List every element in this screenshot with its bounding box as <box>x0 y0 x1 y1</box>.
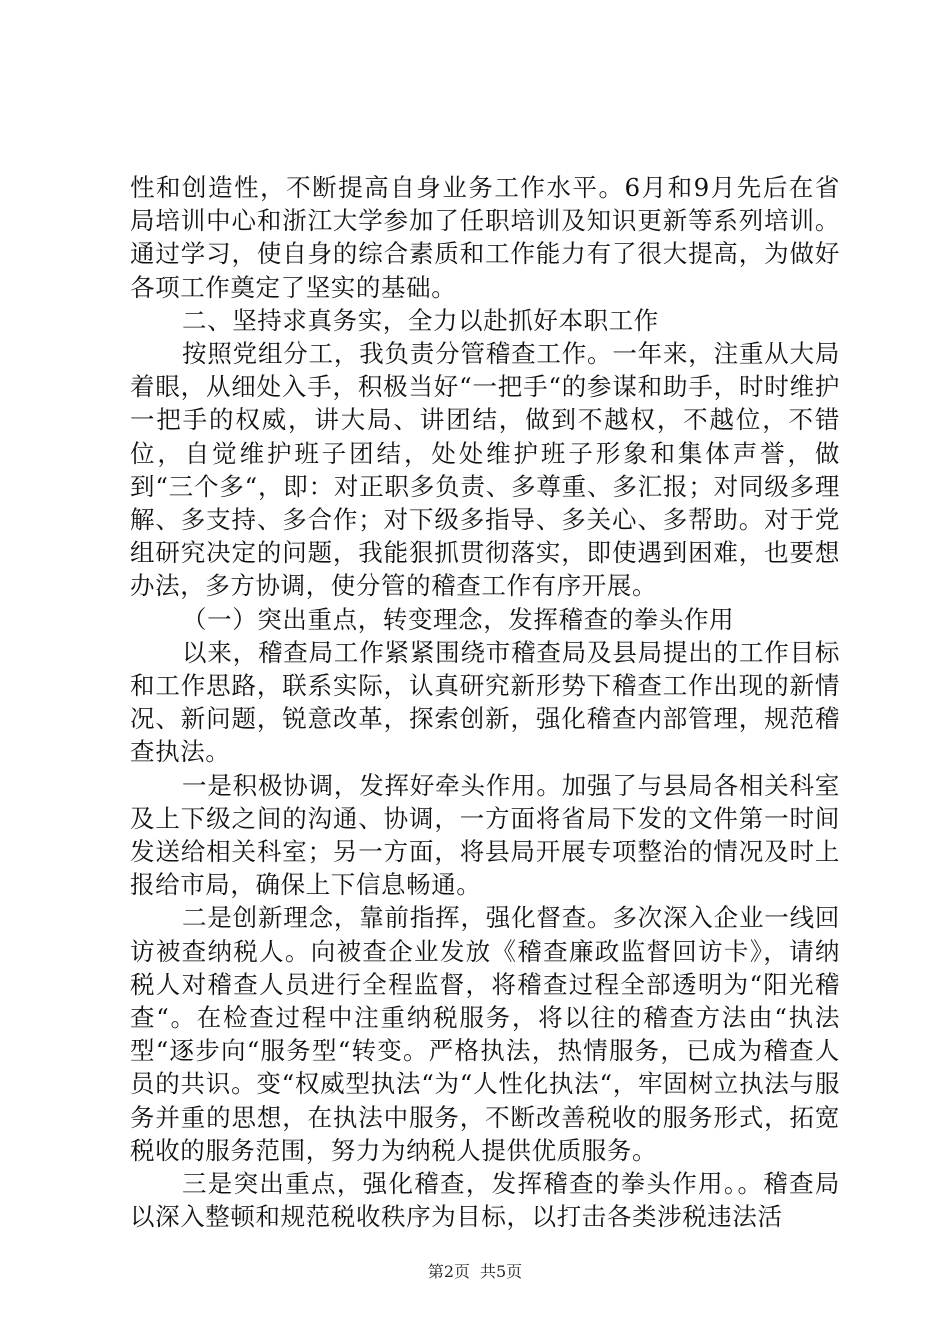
page-total: 共5页 <box>480 1262 523 1281</box>
paragraph-item-3: 三是突出重点，强化稽查，发挥稽查的拳头作用。。稽查局以深入整顿和规范税收秩序为目标，以打击各类涉税违法活 <box>130 1169 840 1232</box>
paragraph-item-2: 二是创新理念，靠前指挥，强化督查。多次深入企业一线回访被查纳税人。向被查企业发放《稽查廉政监督回访卡》，请纳税人对稽查人员进行全程监督，将稽查过程全部透明为“阳光稽查“。在检查过程中注重纳税服务，将以往的稽查方法由“执法型“逐步向“服务型“转变。严格执法，热情服务，已成为稽查人员的共识。变“权威型执法“为“人性化执法“，牢固树立执法与服务并重的思想，在执法中服务，不断改善税收的服务形式，拓宽税收的服务范围，努力为纳税人提供优质服务。 <box>130 903 840 1165</box>
page-footer <box>0 1262 950 1282</box>
paragraph-1: 性和创造性，不断提高自身业务工作水平。6月和9月先后在省局培训中心和浙江大学参加了任职培训及知识更新等系列培训。通过学习，使自身的综合素质和工作能力有了很大提高，为做好各项工作奠定了坚实的基础。 <box>130 173 840 302</box>
section-heading-2: 二、坚持求真务实，全力以赴抓好本职工作 <box>182 305 659 335</box>
subsection-heading-1: （一）突出重点，转变理念，发挥稽查的拳头作用 <box>182 604 735 634</box>
paragraph-5: 以来，稽查局工作紧紧围绕市稽查局及县局提出的工作目标和工作思路，联系实际，认真研究新形势下稽查工作出现的新情况、新问题，锐意改革，探索创新，强化稽查内部管理，规范稽查执法。 <box>130 637 840 767</box>
paragraph-item-1: 一是积极协调，发挥好牵头作用。加强了与县局各相关科室及上下级之间的沟通、协调，一方面将省局下发的文件第一时间发送给相关科室；另一方面，将县局开展专项整治的情况及时上报给市局，确保上下信息畅通。 <box>130 770 840 900</box>
paragraph-3: 按照党组分工，我负责分管稽查工作。一年来，注重从大局着眼，从细处入手，积极当好“一把手“的参谋和助手，时时维护一把手的权威，讲大局、讲团结，做到不越权，不越位，不错位，自觉维护班子团结，处处维护班子形象和集体声誉，做到“三个多“，即：对正职多负责、多尊重、多汇报；对同级多理解、多支持、多合作；对下级多指导、多关心、多帮助。对于党组研究决定的问题，我能狠抓贯彻落实，即使遇到困难，也要想办法，多方协调，使分管的稽查工作有序开展。 <box>130 339 840 601</box>
document-body <box>130 171 840 1234</box>
page-number: 第2页 <box>427 1262 470 1281</box>
